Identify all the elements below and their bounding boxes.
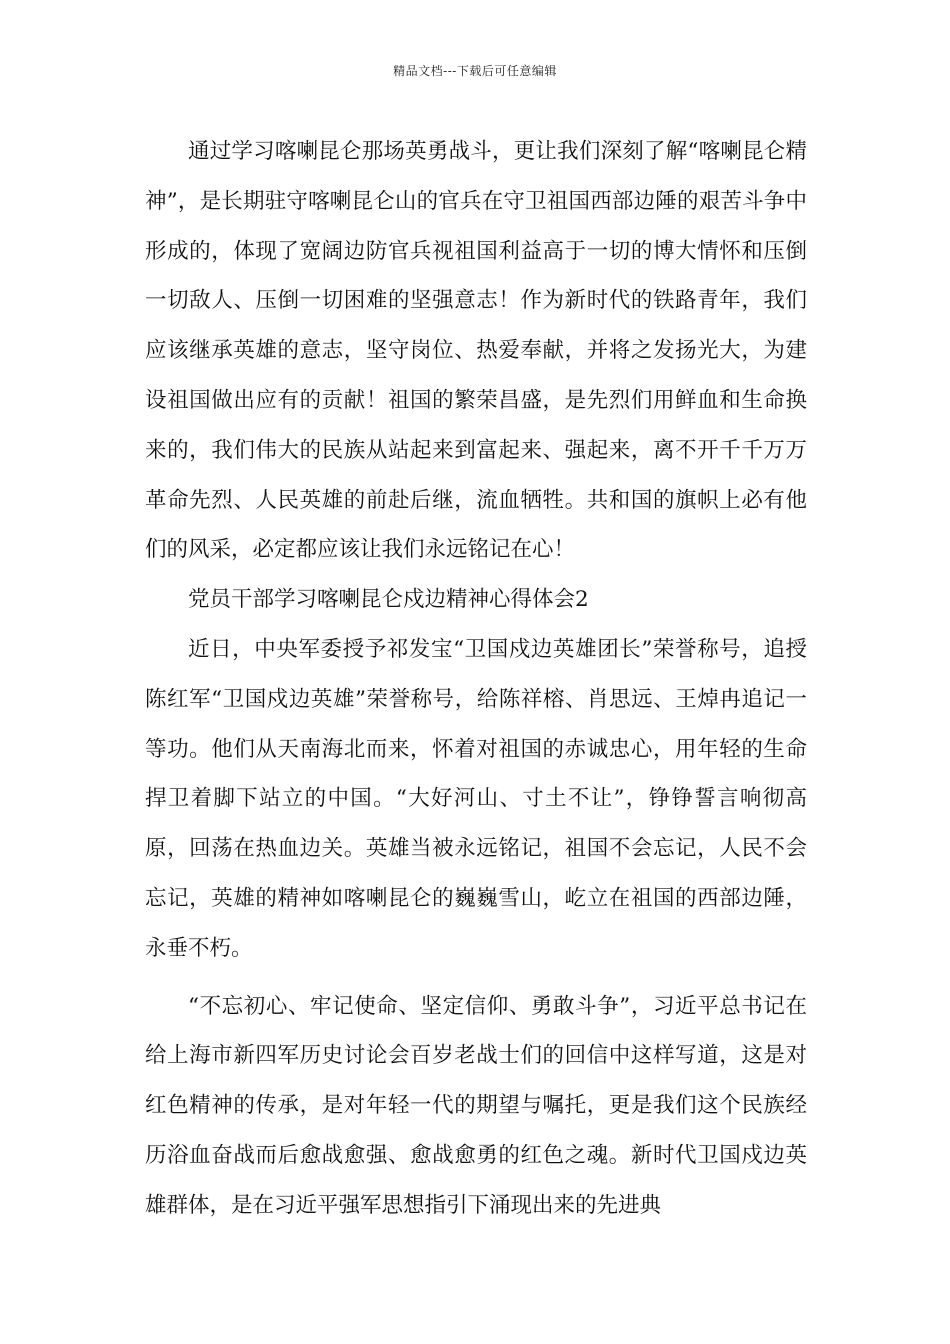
document-body — [145, 127, 807, 1231]
section-heading: 党员干部学习喀喇昆仑戍边精神心得体会2 — [188, 587, 589, 613]
paragraph-3: “不忘初心、牢记使命、坚定信仰、勇敢斗争”，习近平总书记在给上海市新四军历史讨论会百岁老战士们的回信中这样写道，这是对红色精神的传承，是对年轻一代的期望与嘱托，更是我们这个民族经历浴血奋战而后愈战愈强、愈战愈勇的红色之魂。新时代卫国戍边英雄群体，是在习近平强军思想指引下涌现出来的先进典 — [145, 993, 807, 1218]
paragraph-2: 近日，中央军委授予祁发宝“卫国戍边英雄团长”荣誉称号，追授陈红军“卫国戍边英雄”荣誉称号，给陈祥榕、肖思远、王焯冉追记一等功。他们从天南海北而来，怀着对祖国的赤诚忠心，用年轻的生命捍卫着脚下站立的中国。“大好河山、寸土不让”，铮铮誓言响彻高原，回荡在热血边关。英雄当被永远铭记，祖国不会忘记，人民不会忘记，英雄的精神如喀喇昆仑的巍巍雪山，屹立在祖国的西部边陲，永垂不朽。 — [145, 636, 807, 961]
paragraph-1: 通过学习喀喇昆仑那场英勇战斗，更让我们深刻了解“喀喇昆仑精神”，是长期驻守喀喇昆仑山的官兵在守卫祖国西部边陲的艰苦斗争中形成的，体现了宽阔边防官兵视祖国利益高于一切的博大情怀和压倒一切敌人、压倒一切困难的坚强意志！作为新时代的铁路青年，我们应该继承英雄的意志，坚守岗位、热爱奉献，并将之发扬光大，为建设祖国做出应有的贡献！祖国的繁荣昌盛，是先烈们用鲜血和生命换来的，我们伟大的民族从站起来到富起来、强起来，离不开千千万万革命先烈、人民英雄的前赴后继，流血牺牲。共和国的旗帜上必有他们的风采，必定都应该让我们永远铭记在心！ — [145, 139, 807, 563]
page-header: 精品文档---下载后可任意编辑 — [393, 64, 557, 78]
